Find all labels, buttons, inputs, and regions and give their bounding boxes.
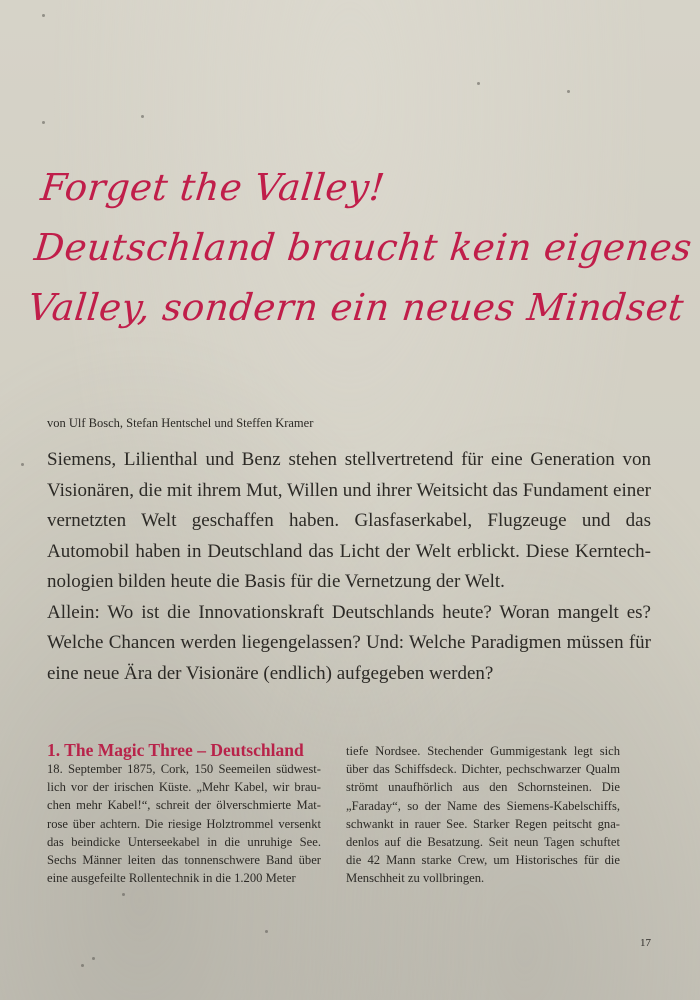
lead-paragraph-1: Siemens, Lilienthal und Benz stehen stellvertretend für eine Generation von Visionären, die mit ihrem Mut, Willen und ihrer Weitsicht das Fundament einer vernetzten Welt geschaffen haben. Glasfaserkabel, Flugzeuge und das Automobil haben in Deutschland das Licht der Welt erblickt. Diese Kerntechnologien bilden heute die Basis für die Vernetzung der Welt.	[47, 449, 651, 592]
paper-speck	[567, 90, 570, 93]
section-heading: 1. The Magic Three – Deutschland	[47, 740, 304, 760]
author-byline: von Ulf Bosch, Stefan Hentschel und Steffen Kramer	[47, 416, 314, 430]
lead-paragraph-2: Allein: Wo ist die Innovationskraft Deutschlands heute? Woran mangelt es? Welche Chancen werden liegengelassen? Und: Welche Paradigmen müssen für eine neue Ära der Visionäre (endlich) aufgegeben werden?	[47, 601, 651, 684]
title-line-1: Forget the Valley!	[38, 166, 388, 209]
paper-speck	[92, 957, 95, 960]
title-line-2: Deutschland braucht kein eigenes	[32, 226, 695, 269]
title-line-3: Valley, sondern ein neues Mindset	[26, 286, 686, 329]
paper-speck	[21, 463, 24, 466]
body-text-right: tiefe Nordsee. Stechender Gummigestank legt sich über das Schiffsdeck. Dichter, pechschwarzer Qualm strömt unaufhörlich aus den Schornsteinen. Die „Faraday“, so der Name des Siemens-Kabelschiffs, schwankt in rauer See. Starker Regen peitscht gnadenlos auf die Besatzung. Seit neun Tagen schuftet die 42 Mann starke Crew, um Historisches für die Menschheit zu vollbringen.	[346, 744, 620, 886]
body-column-right	[346, 742, 620, 888]
paper-speck	[265, 930, 268, 933]
article-title	[25, 158, 695, 338]
paper-speck	[81, 964, 84, 967]
paper-speck	[141, 115, 144, 118]
paper-speck	[42, 121, 45, 124]
body-text-left: 18. September 1875, Cork, 150 Seemeilen südwestlich vor der irischen Küste. „Mehr Kabel, wir brauchen mehr Kabel!“, schreit der ölverschmierte Matrose über achtern. Die riesige Holztrommel versenkt das beindicke Unterseekabel in die unruhige See. Sechs Männer leiten das tonnenschwere Band über eine ausgefeilte Rollentechnik in die 1.200 Meter	[47, 762, 321, 886]
paper-speck	[122, 893, 125, 896]
page-number: 17	[640, 937, 651, 949]
body-column-left	[47, 760, 321, 887]
lead-paragraph	[47, 445, 651, 689]
paper-speck	[42, 14, 45, 17]
paper-speck	[477, 82, 480, 85]
